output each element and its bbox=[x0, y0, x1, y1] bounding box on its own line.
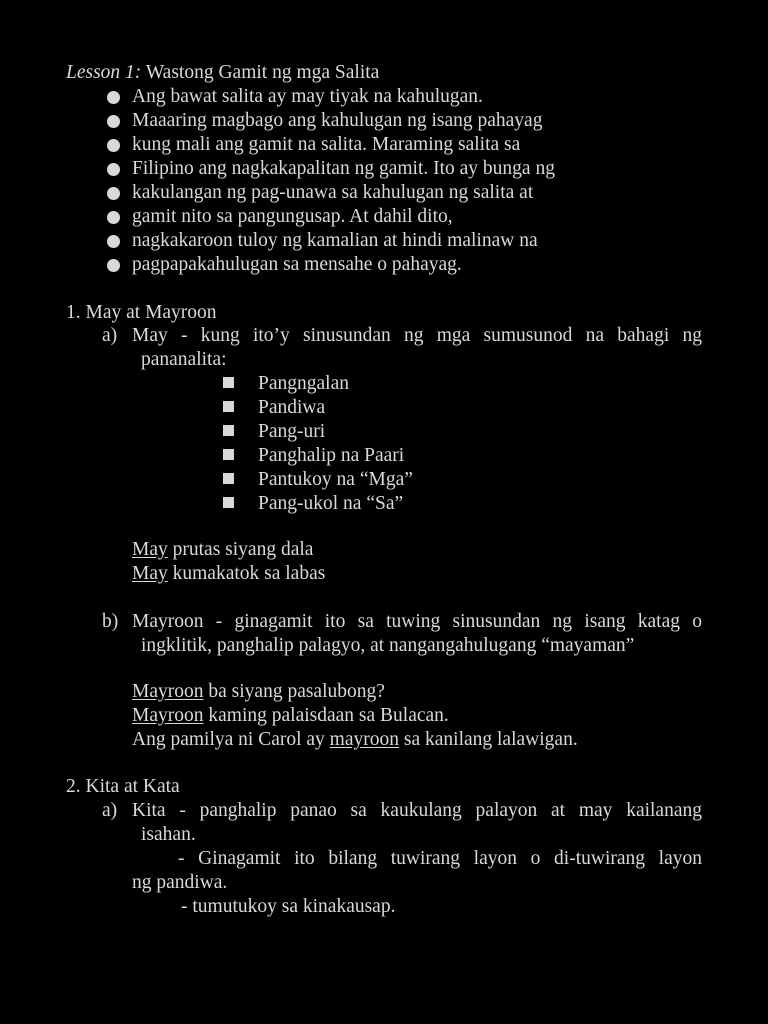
bullet-dot-icon bbox=[107, 211, 120, 224]
section2-note2: - tumutukoy sa kinakausap. bbox=[181, 896, 396, 917]
section1-b-marker: b) bbox=[102, 611, 119, 632]
square-bullet-icon bbox=[223, 473, 234, 484]
section2-a-line2: isahan. bbox=[141, 824, 196, 845]
bullet-item: nagkakaroon tuloy ng kamalian at hindi malinaw na bbox=[132, 230, 538, 251]
example-rest: ba siyang pasalubong? bbox=[203, 681, 385, 702]
lesson-title-text: Wastong Gamit ng mga Salita bbox=[145, 62, 380, 83]
section2-a-marker: a) bbox=[102, 800, 118, 821]
bullet-dot-icon bbox=[107, 259, 120, 272]
bullet-item: kung mali ang gamit na salita. Maraming salita sa bbox=[132, 134, 521, 155]
bullet-item: pagpapakahulugan sa mensahe o pahayag. bbox=[132, 254, 462, 275]
bullet-dot-icon bbox=[107, 235, 120, 248]
square-bullet-icon bbox=[223, 497, 234, 508]
list-item: Panghalip na Paari bbox=[258, 445, 405, 466]
bullet-item: gamit nito sa pangungusap. At dahil dito, bbox=[132, 206, 453, 227]
bullet-dot-icon bbox=[107, 187, 120, 200]
example-keyword: Mayroon bbox=[132, 681, 204, 702]
list-item: Pang-ukol na “Sa” bbox=[258, 493, 404, 514]
section2-note1-line2: ng pandiwa. bbox=[132, 872, 228, 893]
example-keyword: mayroon bbox=[329, 729, 399, 750]
list-item: Pantukoy na “Mga” bbox=[258, 469, 413, 490]
example-prefix: Ang pamilya ni Carol ay bbox=[132, 729, 330, 750]
square-bullet-icon bbox=[223, 425, 234, 436]
example-rest: kumakatok sa labas bbox=[167, 563, 326, 584]
example-sentence bbox=[132, 680, 385, 704]
square-bullet-icon bbox=[223, 377, 234, 388]
bullet-dot-icon bbox=[107, 115, 120, 128]
section1-a-line2: pananalita: bbox=[141, 349, 227, 370]
bullet-dot-icon bbox=[107, 163, 120, 176]
example-keyword: May bbox=[132, 539, 168, 560]
section1-a-line1: May - kung ito’y sinusundan ng mga sumusunod na bahagi ng bbox=[132, 325, 702, 346]
example-sentence bbox=[132, 704, 449, 728]
example-rest: prutas siyang dala bbox=[167, 539, 314, 560]
section1-b-line1: Mayroon - ginagamit ito sa tuwing sinusundan ng isang katag o bbox=[132, 611, 702, 632]
square-bullet-icon bbox=[223, 401, 234, 412]
bullet-item: kakulangan ng pag-unawa sa kahulugan ng salita at bbox=[132, 182, 534, 203]
lesson-label: Lesson 1: bbox=[66, 62, 142, 83]
section1-heading: 1. May at Mayroon bbox=[66, 302, 217, 323]
list-item: Pangngalan bbox=[258, 373, 349, 394]
bullet-dot-icon bbox=[107, 91, 120, 104]
bullet-dot-icon bbox=[107, 139, 120, 152]
bullet-item: Ang bawat salita ay may tiyak na kahulugan. bbox=[132, 86, 483, 107]
bullet-item: Filipino ang nagkakapalitan ng gamit. Ito ay bunga ng bbox=[132, 158, 555, 179]
example-keyword: May bbox=[132, 563, 168, 584]
example-rest: sa kanilang lalawigan. bbox=[399, 729, 578, 750]
example-rest: kaming palaisdaan sa Bulacan. bbox=[203, 705, 449, 726]
lesson-title bbox=[66, 61, 379, 85]
example-sentence bbox=[132, 728, 578, 752]
section1-b-line2: ingklitik, panghalip palagyo, at nangangahulugang “mayaman” bbox=[141, 635, 635, 656]
example-keyword: Mayroon bbox=[132, 705, 204, 726]
section2-a-line1: Kita - panghalip panao sa kaukulang palayon at may kailanang bbox=[132, 800, 702, 821]
list-item: Pang-uri bbox=[258, 421, 326, 442]
section1-a-marker: a) bbox=[102, 325, 118, 346]
section2-note1-line1: - Ginagamit ito bilang tuwirang layon o di-tuwirang layon bbox=[178, 848, 702, 869]
list-item: Pandiwa bbox=[258, 397, 326, 418]
example-sentence bbox=[132, 538, 313, 562]
example-sentence bbox=[132, 562, 325, 586]
bullet-item: Maaaring magbago ang kahulugan ng isang pahayag bbox=[132, 110, 543, 131]
square-bullet-icon bbox=[223, 449, 234, 460]
section2-heading: 2. Kita at Kata bbox=[66, 776, 180, 797]
